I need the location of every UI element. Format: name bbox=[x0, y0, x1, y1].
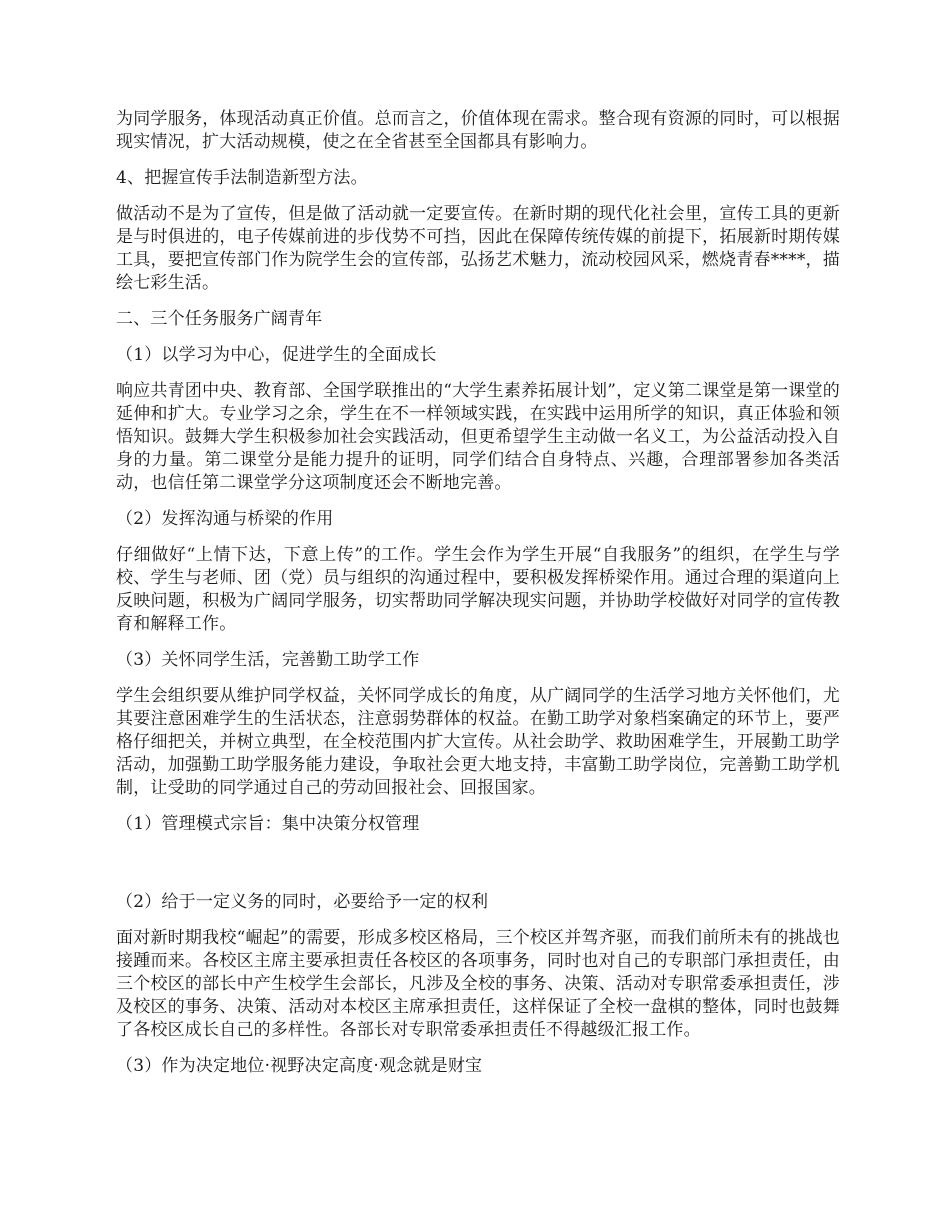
heading-care-students: （3）关怀同学生活，完善勤工助学工作 bbox=[116, 650, 420, 670]
blank-gap bbox=[116, 849, 840, 891]
heading-study-center: （1）以学习为中心，促进学生的全面成长 bbox=[116, 345, 437, 365]
paragraph-value-needs: 为同学服务，体现活动真正价值。总而言之，价值体现在需求。整合现有资源的同时，可以根据现实情况，扩大活动规模，使之在全省甚至全国都具有影响力。 bbox=[116, 109, 840, 152]
paragraph-study-center: 响应共青团中央、教育部、全国学联推出的“大学生素养拓展计划”，定义第二课堂是第一课堂的延伸和扩大。专业学习之余，学生在不一样领域实践，在实践中运用所学的知识，真正体验和领悟知识。鼓舞大学生积极参加社会实践活动，但更希望学生主动做一名义工，为公益活动投入自身的力量。第二课堂分是能力提升的证明，同学们结合自身特点、兴趣，合理部署参加各类活动，也信任第二课堂学分这项制度还会不断地完善。 bbox=[116, 381, 840, 493]
heading-bridge-role: （2）发挥沟通与桥梁的作用 bbox=[116, 509, 334, 529]
heading-duties-rights: （2）给于一定义务的同时，必要给予一定的权利 bbox=[116, 892, 489, 912]
document-page bbox=[116, 108, 840, 1091]
heading-vision: （3）作为决定地位·视野决定高度·观念就是财宝 bbox=[116, 1056, 483, 1076]
paragraph-care-students: 学生会组织要从维护同学权益，关怀同学成长的角度，从广阔同学的生活学习地方关怀他们，尤其要注意困难学生的生活状态，注意弱势群体的权益。在勤工助学对象档案确定的环节上，要严格仔细把关，并树立典型，在全校范围内扩大宣传。从社会助学、救助困难学生，开展勤工助学活动，加强勤工助学服务能力建设，争取社会更大地支持，丰富勤工助学岗位，完善勤工助学机制，让受助的同学通过自己的劳动回报社会、回报国家。 bbox=[116, 686, 840, 798]
heading-three-tasks: 二、三个任务服务广阔青年 bbox=[116, 309, 323, 329]
paragraph-bridge-role: 仔细做好“上情下达，下意上传”的工作。学生会作为学生开展“自我服务”的组织，在学生与学校、学生与老师、团（党）员与组织的沟通过程中，要积极发挥桥梁作用。通过合理的渠道向上反映问题，积极为广阔同学服务，切实帮助同学解决现实问题，并协助学校做好对同学的宣传教育和解释工作。 bbox=[116, 545, 840, 634]
heading-propaganda-methods: 4、把握宣传手法制造新型方法。 bbox=[116, 168, 368, 188]
paragraph-propaganda: 做活动不是为了宣传，但是做了活动就一定要宣传。在新时期的现代化社会里，宣传工具的更新是与时俱进的，电子传媒前进的步伐势不可挡，因此在保障传统传媒的前提下，拓展新时期传媒工具，要把宣传部门作为院学生会的宣传部，弘扬艺术魅力，流动校园风采，燃烧青春****，描绘七彩生活。 bbox=[116, 204, 840, 293]
heading-management-mode: （1）管理模式宗旨：集中决策分权管理 bbox=[116, 814, 420, 834]
paragraph-duties-rights: 面对新时期我校“崛起”的需要，形成多校区格局，三个校区并驾齐驱，而我们前所未有的挑战也接踵而来。各校区主席主要承担责任各校区的各项事务，同时也对自己的专职部门承担责任，由三个校区的部长中产生校学生会部长，凡涉及全校的事务、决策、活动对专职常委承担责任，涉及校区的事务、决策、活动对本校区主席承担责任，这样保证了全校一盘棋的整体，同时也鼓舞了各校区成长自己的多样性。各部长对专职常委承担责任不得越级汇报工作。 bbox=[116, 928, 840, 1040]
